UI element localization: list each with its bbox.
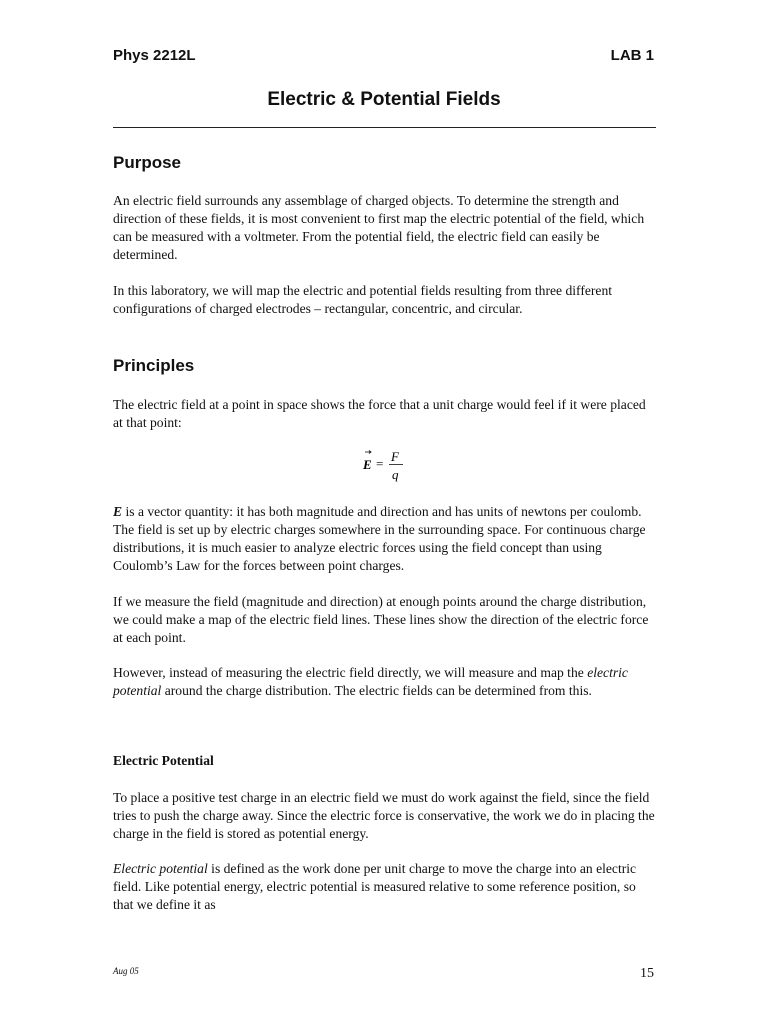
principles-heading: Principles [113, 356, 195, 375]
electric-potential-paragraph-2-text: is defined as the work done per unit charge to move the charge into an electric field. Like potential energy, electric potential is measured relative to some reference position, so that we define it as [113, 861, 637, 912]
electric-potential-paragraph-2 [113, 860, 658, 914]
title-divider [113, 127, 656, 128]
principles-paragraph-3: If we measure the field (magnitude and direction) at enough points around the charge distribution, we could make a map of the electric field lines. These lines show the direction of the electric force at each point. [113, 594, 649, 645]
purpose-paragraph-2: In this laboratory, we will map the electric and potential fields resulting from three different configurations of charged electrodes – rectangular, concentric, and circular. [113, 283, 613, 316]
electric-potential-definition-term: Electric potential [113, 861, 208, 876]
principles-paragraph-4-b: around the charge distribution. The electric fields can be determined from this. [161, 683, 592, 698]
course-code: Phys 2212L [113, 47, 196, 64]
lab-number: LAB 1 [610, 47, 654, 64]
page-number: 15 [640, 966, 654, 981]
electric-field-formula [360, 449, 420, 487]
formula-denominator: q [392, 467, 399, 482]
electric-potential-term: electric potential [113, 665, 628, 698]
electric-potential-heading: Electric Potential [113, 753, 214, 768]
principles-paragraph-4-a: However, instead of measuring the electric field directly, we will measure and map the [113, 665, 588, 680]
page-title: Electric & Potential Fields [267, 89, 501, 110]
principles-paragraph-1: The electric field at a point in space shows the force that a unit charge would feel if it were placed at that point: [113, 397, 646, 430]
footer-date: Aug 05 [113, 966, 139, 976]
formula-numerator: F [391, 449, 399, 464]
purpose-paragraph-1: An electric field surrounds any assemblage of charged objects. To determine the strength and direction of these fields, it is most convenient to first map the electric potential of the field, which can be measured with a voltmeter. From the potential field, the electric field can easily be determined. [113, 193, 645, 262]
principles-paragraph-4 [113, 664, 658, 700]
purpose-heading: Purpose [113, 153, 182, 172]
principles-paragraph-2 [113, 503, 658, 575]
principles-paragraph-2-text: is a vector quantity: it has both magnitude and direction and has units of newtons per coulomb. The field is set up by electric charges somewhere in the surrounding space. For continuous charge distributions, it is much easier to analyze electric forces using the field concept than using Coulomb’s Law for the forces between point charges. [113, 504, 646, 573]
formula-lhs: E [363, 457, 372, 472]
formula-equals: = [376, 456, 384, 471]
vector-e-symbol: E [113, 504, 123, 519]
electric-potential-paragraph-1: To place a positive test charge in an electric field we must do work against the field, since the field tries to push the charge away. Since the electric force is conservative, the work we do in placing the charge in the field is stored as potential energy. [113, 790, 655, 841]
